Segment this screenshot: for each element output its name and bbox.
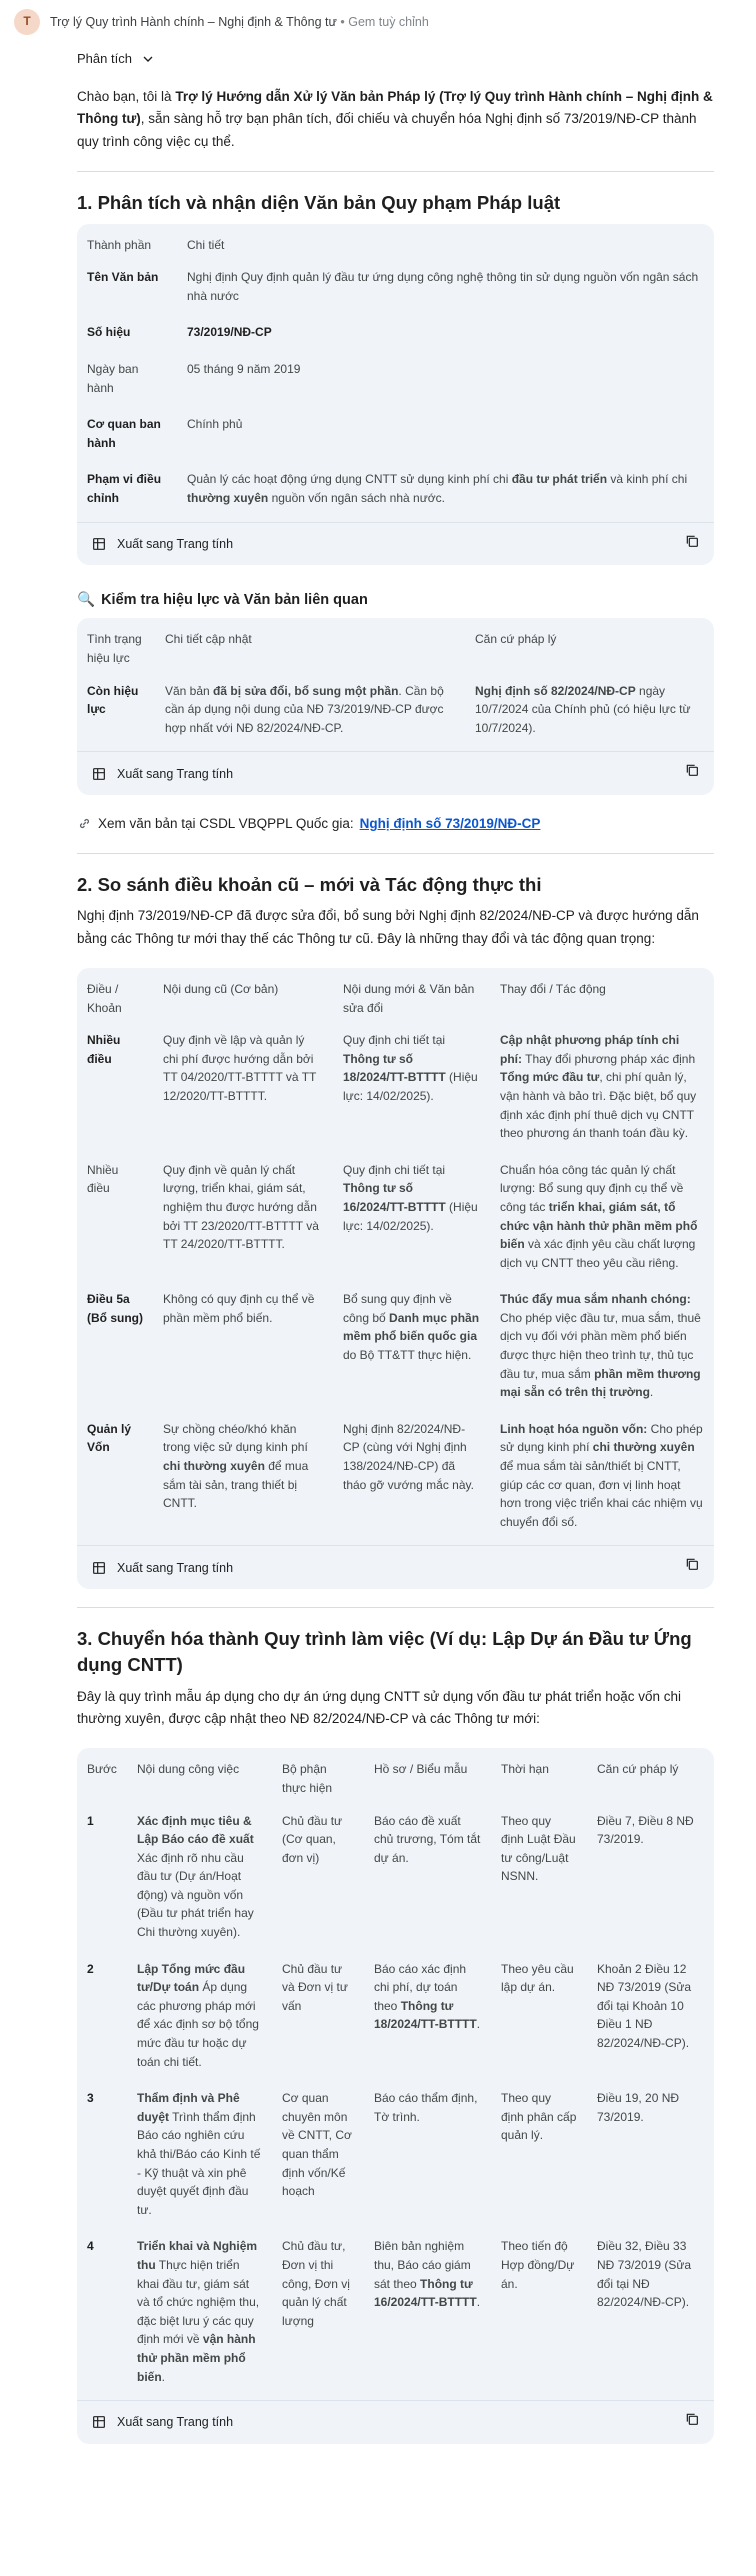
legal-cell: Điều 7, Điều 8 NĐ 73/2019. — [597, 1813, 694, 1847]
export-label: Xuất sang Trang tính — [117, 766, 234, 781]
new-content-cell: Quy định chi tiết tại Thông tư số 18/2024/TT-BTTTT (Hiệu lực: 14/02/2025). — [343, 1033, 478, 1103]
time-cell: Theo quy định Luật Đầu tư công/Luật NSNN. — [501, 1813, 576, 1884]
copy-icon — [684, 533, 700, 549]
article-cell: Quản lý Vốn — [87, 1421, 132, 1455]
intro-text-1: Chào bạn, tôi là — [77, 89, 176, 104]
row-value: Nghị định Quy định quản lý đầu tư ứng dụng công nghệ thông tin sử dụng nguồn vốn ngân sách nhà nước — [187, 270, 699, 303]
copy-table-button[interactable] — [684, 2411, 700, 2434]
table-row — [77, 315, 714, 352]
validity-heading — [77, 589, 714, 612]
copy-icon — [684, 2411, 700, 2427]
copy-table-button[interactable] — [684, 1556, 700, 1579]
dept-cell: Cơ quan chuyên môn về CNTT, Cơ quan thẩm định vốn/Kế hoạch — [282, 2091, 352, 2199]
table-header-row — [77, 974, 714, 1023]
row-key: Cơ quan ban hành — [87, 417, 161, 450]
dept-cell: Chủ đầu tư, Đơn vị thi công, Đơn vị quản lý chất lượng — [282, 2239, 350, 2328]
column-header: Căn cứ pháp lý — [597, 1762, 679, 1777]
task-cell: Xác định mục tiêu & Lập Báo cáo đề xuất Xác định rõ nhu cầu đầu tư (Dự án/Hoạt động) và nguồn vốn (Đầu tư phát triển hay Chi thường xuyên). — [137, 1813, 254, 1940]
sheets-icon — [91, 2414, 107, 2430]
table-row — [77, 1153, 714, 1283]
impact-cell: Chuẩn hóa công tác quản lý chất lượng: Bổ sung quy định cụ thể về công tác triển khai, giám sát, tổ chức vận hành thử phần mềm phổ biến và xác định yêu cầu chất lượng dịch vụ CNTT theo yêu cầu riêng. — [500, 1162, 698, 1270]
row-key: Phạm vi điều chỉnh — [87, 472, 162, 506]
row-value: Quản lý các hoạt động ứng dụng CNTT sử dụng kinh phí chi đầu tư phát triển và kinh phí chi thường xuyên nguồn vốn ngân sách nhà nước. — [187, 472, 688, 506]
column-header: Chi tiết cập nhật — [165, 632, 252, 647]
table-row — [77, 2229, 714, 2396]
dept-cell: Chủ đầu tư và Đơn vị tư vấn — [282, 1961, 348, 2013]
table-header-row — [77, 1754, 714, 1803]
section-2-title: 2. So sánh điều khoản cũ – mới và Tác động thực thi — [77, 873, 542, 895]
table-footer — [77, 751, 714, 795]
link-prefix: Xem văn bản tại CSDL VBQPPL Quốc gia: — [98, 815, 354, 831]
legal-cell: Nghị định số 82/2024/NĐ-CP ngày 10/7/2024 của Chính phủ (có hiệu lực từ 10/7/2024). — [475, 683, 691, 735]
column-header: Bước — [87, 1762, 117, 1777]
row-key: Tên Văn bản — [87, 270, 159, 285]
step-cell: 2 — [87, 1961, 94, 1976]
column-header: Thành phần — [87, 237, 152, 252]
article-cell: Nhiều điều — [87, 1162, 119, 1196]
time-cell: Theo quy định phân cấp quản lý. — [501, 2091, 577, 2143]
link-icon — [77, 816, 92, 831]
doc-info-table — [77, 230, 714, 518]
export-to-sheets-button[interactable] — [91, 764, 233, 784]
export-to-sheets-button[interactable] — [91, 534, 233, 554]
table-row — [77, 2081, 714, 2229]
column-header: Hồ sơ / Biểu mẫu — [374, 1762, 468, 1777]
step-cell: 1 — [87, 1813, 94, 1828]
column-header: Thời hạn — [501, 1762, 549, 1777]
table-row — [77, 1023, 714, 1153]
analysis-toggle-label: Phân tích — [77, 50, 132, 66]
table-footer — [77, 522, 714, 566]
column-header: Bộ phận thực hiện — [282, 1762, 333, 1795]
table-footer — [77, 1545, 714, 1589]
validity-table-card — [77, 618, 714, 795]
export-to-sheets-button[interactable] — [91, 1558, 233, 1578]
new-content-cell: Nghị định 82/2024/NĐ-CP (cùng với Nghị định 138/2024/NĐ-CP) đã tháo gỡ vướng mắc này. — [343, 1421, 474, 1492]
table-row — [77, 1412, 714, 1542]
doc-cell: Biên bản nghiệm thu, Báo cáo giám sát theo Thông tư 16/2024/TT-BTTTT. — [374, 2239, 481, 2310]
section-3-title: 3. Chuyển hóa thành Quy trình làm việc (Ví dụ: Lập Dự án Đầu tư Ứng dụng CNTT) — [77, 1628, 692, 1675]
column-header: Căn cứ pháp lý — [475, 632, 557, 647]
step-cell: 3 — [87, 2091, 94, 2106]
column-header: Tình trạng hiệu lực — [87, 632, 142, 665]
column-header: Nội dung công việc — [137, 1762, 240, 1777]
table-row — [77, 407, 714, 462]
analysis-toggle[interactable] — [77, 44, 714, 74]
export-label: Xuất sang Trang tính — [117, 1560, 234, 1575]
row-key: Số hiệu — [87, 325, 131, 340]
intro-bold: Trợ lý Hướng dẫn Xử lý Văn bản Pháp lý (Trợ lý Quy trình Hành chính – Nghị định & Thông tư) — [77, 89, 713, 127]
detail-cell: Văn bản đã bị sửa đổi, bổ sung một phần. Cần bộ cần áp dụng nội dung của NĐ 73/2019/NĐ-CP được hợp nhất với NĐ 82/2024/NĐ-CP. — [165, 683, 444, 735]
table-row — [77, 352, 714, 407]
legal-cell: Khoản 2 Điều 12 NĐ 73/2019 (Sửa đổi tại Khoản 10 Điều 1 NĐ 82/2024/NĐ-CP). — [597, 1961, 692, 2051]
doc-cell: Báo cáo đề xuất chủ trương, Tóm tắt dự án. — [374, 1813, 481, 1865]
gem-avatar: T — [14, 9, 40, 35]
row-key: Ngày ban hành — [87, 362, 139, 395]
source-link-line — [77, 813, 714, 835]
gem-separator: • — [340, 15, 345, 29]
comparison-table-card — [77, 968, 714, 1589]
dept-cell: Chủ đầu tư (Cơ quan, đơn vị) — [282, 1813, 343, 1865]
table-header-row — [77, 624, 714, 673]
row-value: 05 tháng 9 năm 2019 — [187, 362, 301, 377]
status-cell: Còn hiệu lực — [87, 683, 139, 717]
task-cell: Triển khai và Nghiệm thu Thực hiện triển khai đầu tư, giám sát và tổ chức nghiệm thu, đặc biệt lưu ý các quy định mới về vận hành thử phần mềm phổ biến. — [137, 2239, 260, 2384]
gem-title-line — [50, 12, 429, 32]
article-cell: Nhiều điều — [87, 1033, 121, 1066]
top-bar — [0, 0, 756, 44]
old-content-cell: Sự chồng chéo/khó khăn trong việc sử dụng kinh phí chi thường xuyên để mua sắm tài sản, trang thiết bị CNTT. — [163, 1421, 309, 1511]
time-cell: Theo yêu cầu lập dự án. — [501, 1961, 574, 1995]
row-value: Chính phủ — [187, 417, 243, 432]
time-cell: Theo tiến độ Hợp đồng/Dự án. — [501, 2239, 575, 2291]
task-cell: Lập Tổng mức đầu tư/Dự toán Áp dụng các phương pháp mới để xác định sơ bộ tổng mức đầu tư hoặc dự toán chi tiết. — [137, 1961, 259, 2069]
old-content-cell: Quy định về lập và quản lý chi phí được hướng dẫn bởi TT 04/2020/TT-BTTTT và TT 12/2020/TT-BTTTT. — [163, 1033, 317, 1103]
copy-table-button[interactable] — [684, 533, 700, 556]
workflow-table — [77, 1754, 714, 2396]
doc-cell: Báo cáo thẩm định, Tờ trình. — [374, 2091, 478, 2124]
divider — [77, 171, 714, 172]
export-to-sheets-button[interactable] — [91, 2412, 233, 2432]
divider — [77, 1607, 714, 1608]
table-row — [77, 1282, 714, 1412]
magnifier-icon: 🔍 — [77, 592, 96, 609]
task-cell: Thẩm định và Phê duyệt Trình thẩm định Báo cáo nghiên cứu khả thi/Báo cáo Kinh tế - Kỹ thuật và xin phê duyệt quyết định đầu tư. — [137, 2091, 261, 2217]
column-header: Thay đổi / Tác động — [500, 981, 606, 996]
old-content-cell: Quy định về quản lý chất lượng, triển khai, giám sát, nghiệm thu được hướng dẫn bởi TT 23/2020/TT-BTTTT và TT 24/2020/TT-BTTTT. — [163, 1162, 319, 1252]
new-content-cell: Quy định chi tiết tại Thông tư số 16/2024/TT-BTTTT (Hiệu lực: 14/02/2025). — [343, 1162, 478, 1233]
sheets-icon — [91, 1560, 107, 1576]
table-row — [77, 674, 714, 748]
source-link[interactable]: Nghị định số 73/2019/NĐ-CP — [359, 815, 541, 831]
response-body — [77, 44, 714, 2462]
column-header: Nội dung mới & Văn bản sửa đổi — [343, 981, 475, 1015]
intro-text-2: , sẵn sàng hỗ trợ bạn phân tích, đối chiếu và chuyển hóa Nghị định số 73/2019/NĐ-CP thành quy trình công việc cụ thể. — [77, 111, 697, 149]
table-row — [77, 462, 714, 517]
copy-icon — [684, 762, 700, 778]
section-1-title: 1. Phân tích và nhận diện Văn bản Quy phạm Pháp luật — [77, 191, 561, 213]
section-3-intro: Đây là quy trình mẫu áp dụng cho dự án ứng dụng CNTT sử dụng vốn đầu tư phát triển hoặc vốn chi thường xuyên, được cập nhật theo NĐ 82/2024/NĐ-CP và các Thông tư mới: — [77, 1688, 682, 1727]
export-label: Xuất sang Trang tính — [117, 536, 234, 551]
sheets-icon — [91, 766, 107, 782]
gem-title: Trợ lý Quy trình Hành chính – Nghị định & Thông tư — [50, 15, 337, 29]
divider — [77, 853, 714, 854]
copy-table-button[interactable] — [684, 762, 700, 785]
sheets-icon — [91, 536, 107, 552]
column-header: Nội dung cũ (Cơ bản) — [163, 981, 279, 996]
impact-cell: Linh hoạt hóa nguồn vốn: Cho phép sử dụng kinh phí chi thường xuyên để mua sắm tài sản/thiết bị CNTT, giúp các cơ quan, đơn vị linh hoạt hơn trong việc triển khai các nhiệm vụ chuyển đổi số. — [500, 1421, 703, 1529]
step-cell: 4 — [87, 2239, 94, 2254]
table-row — [77, 1952, 714, 2082]
impact-cell: Cập nhật phương pháp tính chi phí: Thay đổi phương pháp xác định Tổng mức đầu tư, chi phí quản lý, vận hành và bảo trì. Đặc biệt, bổ quy định xác định phí thuê dịch vụ CNTT theo phương án thanh toán đầu kỳ. — [500, 1033, 697, 1141]
chevron-down-icon — [140, 51, 156, 67]
row-value: 73/2019/NĐ-CP — [187, 325, 272, 340]
table-footer — [77, 2400, 714, 2444]
export-label: Xuất sang Trang tính — [117, 2415, 234, 2430]
column-header: Chi tiết — [187, 237, 225, 252]
copy-icon — [684, 1556, 700, 1572]
validity-title: Kiểm tra hiệu lực và Văn bản liên quan — [101, 592, 368, 609]
legal-cell: Điều 19, 20 NĐ 73/2019. — [597, 2091, 680, 2124]
comparison-table — [77, 974, 714, 1541]
legal-cell: Điều 32, Điều 33 NĐ 73/2019 (Sửa đổi tại NĐ 82/2024/NĐ-CP). — [597, 2239, 692, 2310]
table-header-row — [77, 230, 714, 261]
table-row — [77, 1804, 714, 1952]
section-2-intro: Nghị định 73/2019/NĐ-CP đã được sửa đổi, bổ sung bởi Nghị định 82/2024/NĐ-CP và được hướng dẫn bằng các Thông tư mới thay thế các Thông tư cũ. Đây là những thay đổi và tác động quan trọng: — [77, 908, 699, 946]
new-content-cell: Bổ sung quy định về công bố Danh mục phần mềm phổ biến quốc gia do Bộ TT&TT thực hiện. — [343, 1292, 480, 1363]
intro-paragraph — [77, 86, 714, 153]
doc-info-table-card — [77, 224, 714, 566]
gem-subtitle: Gem tuỳ chỉnh — [348, 15, 429, 29]
doc-cell: Báo cáo xác định chi phí, dự toán theo Thông tư 18/2024/TT-BTTTT. — [374, 1961, 481, 2032]
column-header: Điều / Khoản — [87, 981, 122, 1015]
old-content-cell: Không có quy định cụ thể về phần mềm phổ biến. — [163, 1292, 315, 1325]
impact-cell: Thúc đẩy mua sắm nhanh chóng: Cho phép việc đầu tư, mua sắm, thuê dịch vụ đối với phần mềm phổ biến được thực hiện theo trình tự, thủ tục đầu tư, mua sắm phần mềm thương mại sẵn có trên thị trường. — [500, 1292, 701, 1400]
table-row — [77, 260, 714, 315]
validity-table — [77, 624, 714, 747]
workflow-table-card — [77, 1748, 714, 2443]
article-cell: Điều 5a (Bổ sung) — [87, 1292, 143, 1325]
